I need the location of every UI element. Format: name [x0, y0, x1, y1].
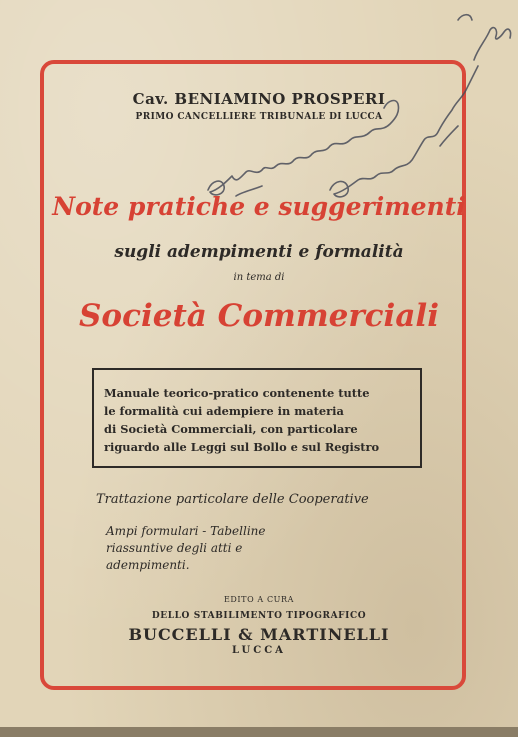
description-line: di Società Commerciali, con particolare: [104, 422, 358, 436]
formulari-line: adempimenti.: [106, 558, 190, 572]
title-line-3: in tema di: [233, 272, 285, 283]
description-line: riguardo alle Leggi sul Bollo e sul Registro: [104, 440, 380, 454]
formulari-line: riassuntive degli atti e: [106, 541, 243, 555]
edito-line-2: DELLO STABILIMENTO TIPOGRAFICO: [151, 611, 367, 621]
formulari-line: Ampi formulari - Tabelline: [106, 524, 266, 538]
cooperative-line: Trattazione particolare delle Cooperative: [96, 492, 369, 507]
author-role: PRIMO CANCELLIERE TRIBUNALE DI LUCCA: [135, 112, 383, 122]
title-line-2: sugli adempimenti e formalità: [114, 242, 404, 262]
publisher-name: BUCCELLI & MARTINELLI: [128, 625, 390, 644]
edito-line-1: EDITO A CURA: [223, 595, 295, 604]
author-name: Cav. BENIAMINO PROSPERI: [132, 90, 386, 108]
description-line: Manuale teorico-pratico contenente tutte: [104, 386, 370, 400]
bottom-strip: [0, 727, 518, 737]
description-line: le formalità cui adempiere in materia: [104, 404, 344, 418]
publisher-city: LUCCA: [232, 645, 286, 656]
title-line-1: Note pratiche e suggerimenti: [52, 192, 466, 221]
title-line-4: Società Commerciali: [79, 298, 439, 334]
